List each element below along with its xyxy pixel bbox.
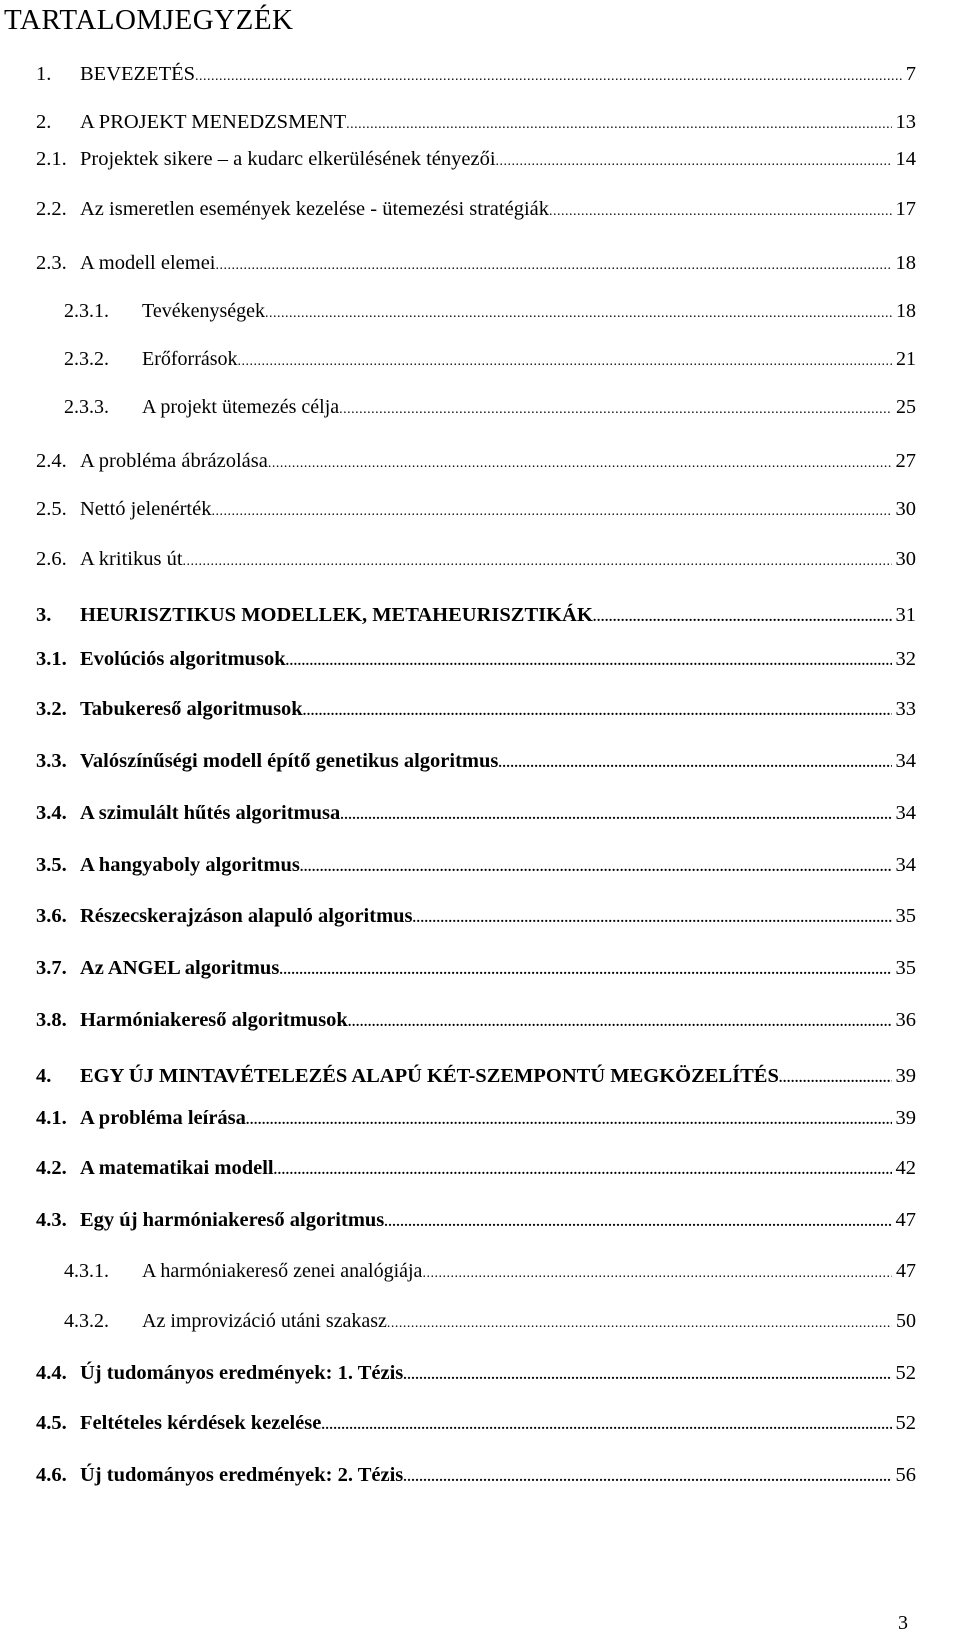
toc-entry-page: 14 <box>895 148 916 170</box>
toc-entry-number: 2. <box>36 111 52 133</box>
toc-entry-number: 2.5. <box>36 498 67 520</box>
toc-entry-number: 2.3.3. <box>64 396 109 418</box>
toc-entry-number: 2.3.1. <box>64 300 109 322</box>
toc-entry-title: A szimulált hűtés algoritmusa <box>80 802 341 824</box>
toc-entry-page: 52 <box>895 1362 916 1384</box>
toc-entry-page: 18 <box>895 252 916 274</box>
toc-dot-leader <box>286 646 892 675</box>
toc-entry-page: 30 <box>895 498 916 520</box>
toc-entry-number: 3.6. <box>36 905 67 927</box>
toc-entry-title: Egy új harmóniakereső algoritmus <box>80 1209 385 1231</box>
toc-entry-page: 47 <box>895 1209 916 1231</box>
toc-entry-page: 7 <box>905 63 916 85</box>
toc-entry[interactable] <box>36 602 916 631</box>
toc-entry-number: 4.1. <box>36 1107 67 1129</box>
toc-dot-leader <box>279 955 891 984</box>
toc-dot-leader <box>238 346 892 375</box>
toc-entry-title: Az ANGEL algoritmus <box>80 957 280 979</box>
toc-dot-leader <box>403 1462 891 1491</box>
toc-entry-page: 34 <box>895 854 916 876</box>
toc-entry-title: Az ismeretlen események kezelése - ütemezési stratégiák <box>80 198 549 220</box>
toc-entry[interactable] <box>36 748 916 777</box>
toc-entry-title: Tabukereső algoritmusok <box>80 698 303 720</box>
toc-entry[interactable] <box>36 146 916 175</box>
toc-entry-title: Új tudományos eredmények: 1. Tézis <box>80 1362 404 1384</box>
toc-entry-number: 2.6. <box>36 548 67 570</box>
toc-entry-number: 3.7. <box>36 957 67 979</box>
toc-entry-number: 3. <box>36 604 52 626</box>
toc-entry-title: A projekt ütemezés célja <box>142 396 340 418</box>
toc-entry-page: 35 <box>895 957 916 979</box>
toc-dot-leader <box>211 496 891 525</box>
toc-dot-leader <box>300 852 892 881</box>
toc-entry-number: 4.5. <box>36 1412 67 1434</box>
toc-entry-number: 2.1. <box>36 148 67 170</box>
toc-entry-title: Az improvizáció utáni szakasz <box>142 1310 387 1332</box>
toc-entry-title: Harmóniakereső algoritmusok <box>80 1009 348 1031</box>
toc-entry[interactable] <box>64 346 916 375</box>
toc-dot-leader <box>413 903 892 932</box>
toc-dot-leader <box>387 1308 892 1337</box>
toc-entry-page: 39 <box>895 1107 916 1129</box>
toc-entry-page: 33 <box>895 698 916 720</box>
toc-entry[interactable] <box>36 1007 916 1036</box>
toc-entry-page: 35 <box>895 905 916 927</box>
toc-entry-number: 4.3.1. <box>64 1260 109 1282</box>
toc-entry-title: Részecskerajzáson alapuló algoritmus <box>80 905 413 927</box>
toc-entry-page: 56 <box>895 1464 916 1486</box>
toc-entry-page: 50 <box>896 1310 916 1332</box>
toc-entry-page: 27 <box>895 450 916 472</box>
toc-dot-leader <box>268 448 892 477</box>
toc-entry-title: Tevékenységek <box>142 300 265 322</box>
toc-entry[interactable] <box>36 1207 916 1236</box>
toc-dot-leader <box>549 196 892 225</box>
toc-entry-title: EGY ÚJ MINTAVÉTELEZÉS ALAPÚ KÉT-SZEMPONTÚ MEGKÖZELÍTÉS <box>80 1065 779 1087</box>
toc-entry-title: Erőforrások <box>142 348 238 370</box>
toc-entry-title: A modell elemei <box>80 252 216 274</box>
toc-entry[interactable] <box>36 955 916 984</box>
toc-entry-page: 30 <box>895 548 916 570</box>
toc-entry-title: Nettó jelenérték <box>80 498 212 520</box>
toc-entry-number: 2.2. <box>36 198 67 220</box>
toc-entry-number: 4.2. <box>36 1157 67 1179</box>
toc-entry[interactable] <box>36 109 916 138</box>
toc-entry-number: 4.3.2. <box>64 1310 109 1332</box>
toc-dot-leader <box>321 1410 891 1439</box>
toc-entry[interactable] <box>36 903 916 932</box>
toc-dot-leader <box>384 1207 891 1236</box>
toc-entry-number: 1. <box>36 63 52 85</box>
toc-entry-page: 36 <box>895 1009 916 1031</box>
toc-entry-title: A harmóniakereső zenei analógiája <box>142 1260 423 1282</box>
toc-dot-leader <box>303 696 892 725</box>
toc-entry-title: HEURISZTIKUS MODELLEK, METAHEURISZTIKÁK <box>80 604 593 626</box>
toc-entry-title: A hangyaboly algoritmus <box>80 854 300 876</box>
toc-entry[interactable] <box>36 696 916 725</box>
toc-entry[interactable] <box>64 394 916 423</box>
toc-entry-number: 3.1. <box>36 648 67 670</box>
toc-entry-page: 34 <box>895 750 916 772</box>
toc-entry-page: 42 <box>895 1157 916 1179</box>
toc-entry-number: 4.6. <box>36 1464 67 1486</box>
toc-entry-number: 3.2. <box>36 698 67 720</box>
toc-dot-leader <box>422 1258 892 1287</box>
toc-entry[interactable] <box>36 1105 916 1134</box>
toc-dot-leader <box>346 109 891 138</box>
toc-entry-number: 3.5. <box>36 854 67 876</box>
toc-entry-page: 39 <box>895 1065 916 1087</box>
toc-entry-page: 18 <box>896 300 916 322</box>
toc-entry-page: 34 <box>895 802 916 824</box>
toc-entry-number: 2.4. <box>36 450 67 472</box>
toc-entry-title: Evolúciós algoritmusok <box>80 648 286 670</box>
toc-entry-title: A probléma leírása <box>80 1107 246 1129</box>
toc-entry-page: 17 <box>895 198 916 220</box>
toc-entry-title: A kritikus út <box>80 548 183 570</box>
toc-entry[interactable] <box>36 448 916 477</box>
toc-entry-number: 4.3. <box>36 1209 67 1231</box>
toc-entry[interactable] <box>36 1360 916 1389</box>
toc-entry-title: Projektek sikere – a kudarc elkerülésének tényezői <box>80 148 496 170</box>
toc-entry-number: 3.8. <box>36 1009 67 1031</box>
toc-entry-title: A matematikai modell <box>80 1157 274 1179</box>
toc-entry-page: 21 <box>896 348 916 370</box>
toc-entry[interactable] <box>36 646 916 675</box>
toc-entry-title: Feltételes kérdések kezelése <box>80 1412 322 1434</box>
toc-entry-number: 3.4. <box>36 802 67 824</box>
toc-entry[interactable] <box>36 800 916 829</box>
toc-dot-leader <box>593 602 892 631</box>
toc-entry-page: 52 <box>895 1412 916 1434</box>
toc-entry-title: A PROJEKT MENEDZSMENT <box>80 111 347 133</box>
toc-entry[interactable] <box>64 1258 916 1287</box>
toc-entry[interactable] <box>36 1410 916 1439</box>
toc-dot-leader <box>265 298 892 327</box>
toc-dot-leader <box>246 1105 892 1134</box>
toc-entry-title: Valószínűségi modell építő genetikus algoritmus <box>80 750 499 772</box>
toc-dot-leader <box>496 146 892 175</box>
toc-dot-leader <box>195 61 902 90</box>
toc-entry[interactable] <box>36 496 916 525</box>
toc-entry-page: 47 <box>896 1260 916 1282</box>
toc-entry[interactable] <box>36 61 916 90</box>
toc-entry[interactable] <box>64 298 916 327</box>
toc-dot-leader <box>348 1007 892 1036</box>
toc-entry[interactable] <box>64 1308 916 1337</box>
toc-entry[interactable] <box>36 852 916 881</box>
toc-entry-page: 25 <box>896 396 916 418</box>
toc-entry[interactable] <box>36 250 916 279</box>
page-number: 3 <box>898 1612 908 1634</box>
toc-dot-leader <box>498 748 891 777</box>
toc-entry[interactable] <box>36 1462 916 1491</box>
toc-dot-leader <box>274 1155 892 1184</box>
toc-entry-number: 4.4. <box>36 1362 67 1384</box>
toc-dot-leader <box>340 800 891 829</box>
toc-entry-title: A probléma ábrázolása <box>80 450 268 472</box>
toc-dot-leader <box>339 394 892 423</box>
toc-entry-page: 13 <box>895 111 916 133</box>
toc-entry[interactable] <box>36 1155 916 1184</box>
toc-dot-leader <box>183 546 892 575</box>
toc-entry-number: 3.3. <box>36 750 67 772</box>
toc-entry-title: BEVEZETÉS <box>80 63 196 85</box>
toc-entry-number: 4. <box>36 1065 52 1087</box>
toc-entry-number: 2.3. <box>36 252 67 274</box>
toc-entry-page: 32 <box>895 648 916 670</box>
toc-entry-page: 31 <box>895 604 916 626</box>
toc-entry[interactable] <box>36 546 916 575</box>
toc-dot-leader <box>216 250 892 279</box>
toc-dot-leader <box>779 1063 892 1092</box>
toc-entry[interactable] <box>36 1063 916 1092</box>
toc-title: TARTALOMJEGYZÉK <box>4 4 294 36</box>
toc-entry-title: Új tudományos eredmények: 2. Tézis <box>80 1464 404 1486</box>
toc-entry-number: 2.3.2. <box>64 348 109 370</box>
toc-dot-leader <box>403 1360 891 1389</box>
toc-entry[interactable] <box>36 196 916 225</box>
